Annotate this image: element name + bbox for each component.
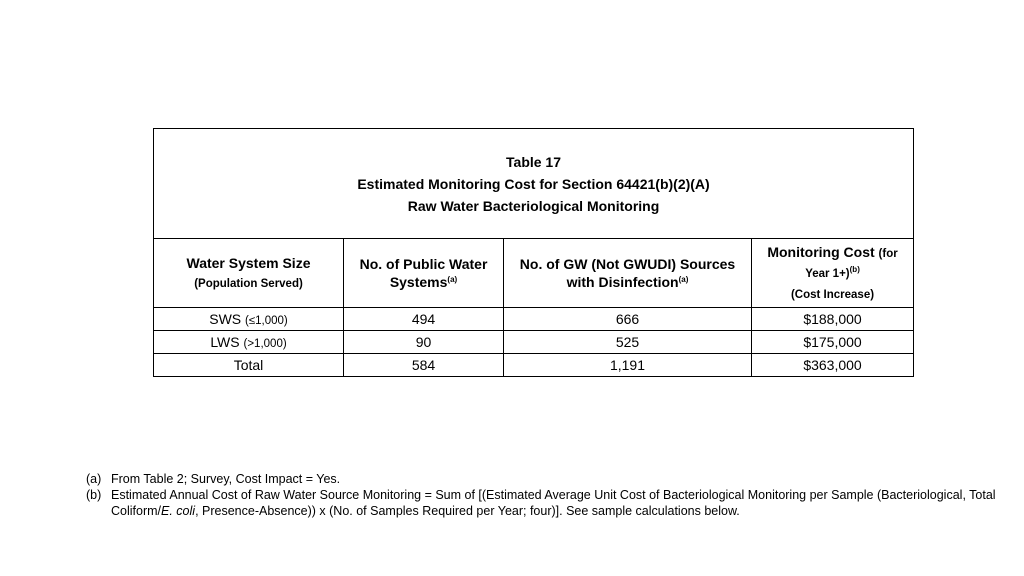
row-label-text: LWS <box>210 334 240 350</box>
cell-sources: 666 <box>504 308 752 331</box>
row-label <box>154 308 344 331</box>
cell-cost: $175,000 <box>752 331 914 354</box>
cell-sources: 1,191 <box>504 354 752 377</box>
header-gw-sources <box>504 239 752 308</box>
header-water-system-size <box>154 239 344 308</box>
header-cost-footnote-ref: (b) <box>849 265 860 274</box>
header-sources-label: No. of GW (Not GWUDI) Sources with Disinfection <box>519 256 736 290</box>
footnote-a <box>86 471 996 487</box>
row-label-note: (>1,000) <box>243 338 287 350</box>
row-label <box>154 331 344 354</box>
header-row <box>154 239 914 308</box>
footnote-b-organism: E. coli <box>161 504 196 518</box>
cell-systems: 584 <box>344 354 504 377</box>
row-label-text: SWS <box>209 311 242 327</box>
row-label-text: Total <box>233 357 264 373</box>
table-row <box>154 331 914 354</box>
cell-cost: $188,000 <box>752 308 914 331</box>
footnote-b-text-end: , Presence-Absence)) x (No. of Samples Required per Year; four)]. See sample calculations below. <box>195 504 740 518</box>
table-title: Estimated Monitoring Cost for Section 64421(b)(2)(A) <box>357 175 710 192</box>
header-sources-footnote-ref: (a) <box>678 275 689 284</box>
header-monitoring-cost <box>752 239 914 308</box>
table-row-total <box>154 354 914 377</box>
cell-systems: 494 <box>344 308 504 331</box>
header-size-label: Water System Size <box>186 255 311 271</box>
header-cost-sub: (Cost Increase) <box>790 289 875 301</box>
header-cost-label: Monitoring Cost <box>767 244 875 260</box>
cell-cost: $363,000 <box>752 354 914 377</box>
header-public-water-systems <box>344 239 504 308</box>
header-systems-label: No. of Public Water Systems <box>359 256 488 290</box>
footnote-a-text: From Table 2; Survey, Cost Impact = Yes. <box>111 472 341 486</box>
table-subtitle: Raw Water Bacteriological Monitoring <box>407 197 660 214</box>
table-title-cell <box>154 129 914 239</box>
footnote-b-text <box>111 487 996 519</box>
footnotes <box>86 471 996 519</box>
footnote-b <box>86 487 996 519</box>
header-systems-footnote-ref: (a) <box>447 275 458 284</box>
row-label-note: (≤1,000) <box>245 315 288 327</box>
footnote-b-label: (b) <box>86 488 102 502</box>
footnote-a-label: (a) <box>86 472 102 486</box>
footnote-b-text-start: Estimated Annual Cost of Raw Water Source Monitoring = Sum of [(Estimated Average Unit Cost of Bacteriological Monitoring per Sample (Bacteriological, Total Coliform/ <box>111 488 996 518</box>
cell-systems: 90 <box>344 331 504 354</box>
table-row <box>154 308 914 331</box>
row-label <box>154 354 344 377</box>
table-number: Table 17 <box>506 153 562 170</box>
header-size-sub: (Population Served) <box>194 278 303 290</box>
cell-sources: 525 <box>504 331 752 354</box>
header-cost-period: (for Year 1+) <box>805 248 898 280</box>
monitoring-cost-table <box>153 128 914 377</box>
